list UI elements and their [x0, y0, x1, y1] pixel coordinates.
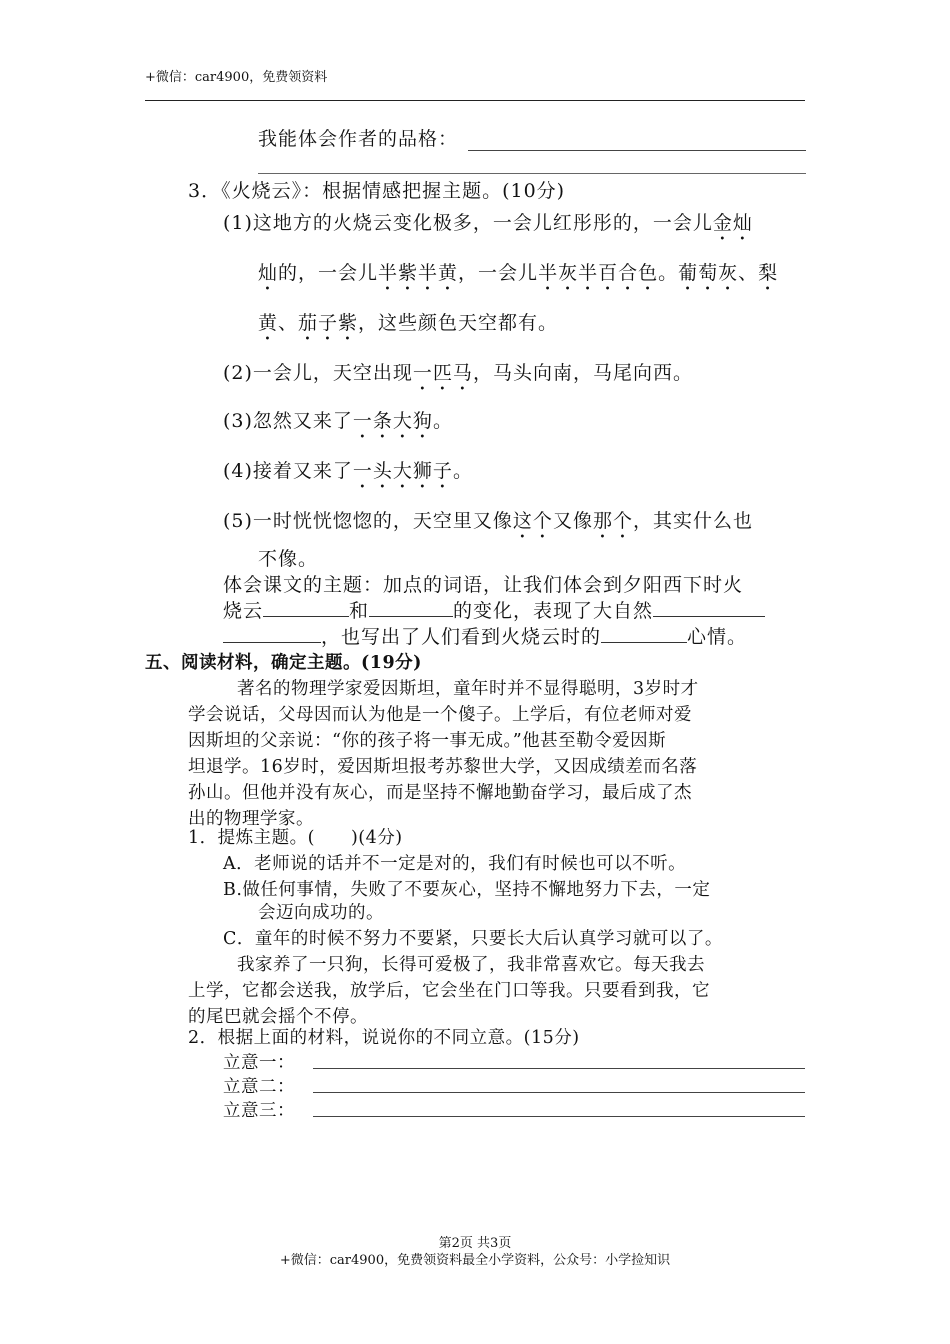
material1-line: 出的物理学家。 [188, 809, 314, 829]
emphasis-word: 茄子紫 [298, 312, 359, 334]
emphasis-word: 金灿 [712, 212, 753, 234]
emphasis-word: 葡萄灰 [678, 262, 739, 284]
q2-title: 2．根据上面的材料，说说你的不同立意。(15分) [188, 1028, 580, 1048]
header-text: +微信：car4900，免费领资料 [145, 70, 328, 85]
q1-title: 1．提炼主题。( )(4分) [188, 828, 403, 848]
idea3-line[interactable] [313, 1116, 805, 1117]
material2-line: 上学，它都会送我，放学后，它会坐在门口等我。只要看到我，它 [188, 981, 710, 1001]
q3-item3: (3)忽然又来了一条大狗。 [223, 410, 453, 432]
idea2-line[interactable] [313, 1092, 805, 1093]
material1-line: 孙山。但他并没有灰心，而是坚持不懈地勤奋学习，最后成了杰 [188, 783, 692, 803]
option-a[interactable]: A．老师说的话并不一定是对的，我们有时候也可以不听。 [223, 854, 687, 874]
q3-item1-line3: 黄、茄子紫，这些颜色天空都有。 [258, 312, 559, 334]
q3-summary-line1: 体会课文的主题：加点的词语，让我们体会到夕阳西下时火 [223, 574, 744, 596]
idea1-label: 立意一： [223, 1053, 295, 1073]
section5-title: 五、阅读材料，确定主题。(19分) [145, 653, 422, 673]
q3-item5-line2: 不像。 [258, 548, 319, 570]
q3-title: 3．《火烧云》：根据情感把握主题。(10分) [188, 180, 566, 202]
q3-item1-line2: 灿的，一会儿半紫半黄，一会儿半灰半百合色。葡萄灰、梨 [258, 262, 779, 284]
material2-line: 我家养了一只狗，长得可爱极了，我非常喜欢它。每天我去 [237, 955, 705, 975]
blank[interactable] [263, 600, 349, 617]
q3-summary-line3: ，也写出了人们看到火烧云时的 心情。 [223, 622, 747, 649]
option-c[interactable]: C．童年的时候不努力不要紧，只要长大后认真学习就可以了。 [223, 929, 723, 949]
idea1-line[interactable] [313, 1068, 805, 1069]
material1-line: 坦退学。16岁时，爱因斯坦报考苏黎世大学，又因成绩差而名落 [188, 757, 698, 777]
blank[interactable] [369, 600, 453, 617]
blank[interactable] [601, 626, 687, 643]
material1-line: 著名的物理学家爱因斯坦，童年时并不显得聪明，3岁时才 [237, 679, 699, 699]
idea2-label: 立意二： [223, 1077, 295, 1097]
option-b[interactable]: B.做任何事情，失败了不要灰心，坚持不懈地努力下去，一定 [223, 880, 711, 900]
q3-item1-line1: (1)这地方的火烧云变化极多，一会儿红彤彤的，一会儿金灿 [223, 212, 753, 234]
blank[interactable] [223, 626, 321, 643]
q3-summary-line2: 烧云 和 的变化，表现了大自然 [223, 596, 765, 623]
material2-line: 的尾巴就会摇个不停。 [188, 1007, 368, 1027]
page-number: 第2页 共3页 [438, 1236, 512, 1251]
blank[interactable] [653, 600, 765, 617]
option-b-cont: 会迈向成功的。 [258, 903, 384, 923]
answer-line [258, 173, 806, 174]
footer-text: +微信：car4900，免费领资料最全小学资料，公众号：小学捡知识 [279, 1253, 671, 1268]
answer-line [468, 150, 806, 151]
header-rule [145, 100, 805, 101]
q3-item5-line1: (5)一时恍恍惚惚的，天空里又像这个又像那个，其实什么也 [223, 510, 753, 532]
emphasis-word: 半紫半黄 [378, 262, 459, 284]
material1-line: 学会说话，父母因而认为他是一个傻子。上学后，有位老师对爱 [188, 705, 692, 725]
q3-item4: (4)接着又来了一头大狮子。 [223, 460, 473, 482]
material1-line: 因斯坦的父亲说：“你的孩子将一事无成。”他甚至勒令爱因斯 [188, 731, 667, 751]
q3-item2: (2)一会儿，天空出现一匹马，马头向南，马尾向西。 [223, 362, 693, 384]
emphasis-word: 半灰半百合色 [538, 262, 659, 284]
idea3-label: 立意三： [223, 1101, 295, 1121]
prev-question-label: 我能体会作者的品格： [258, 128, 459, 150]
